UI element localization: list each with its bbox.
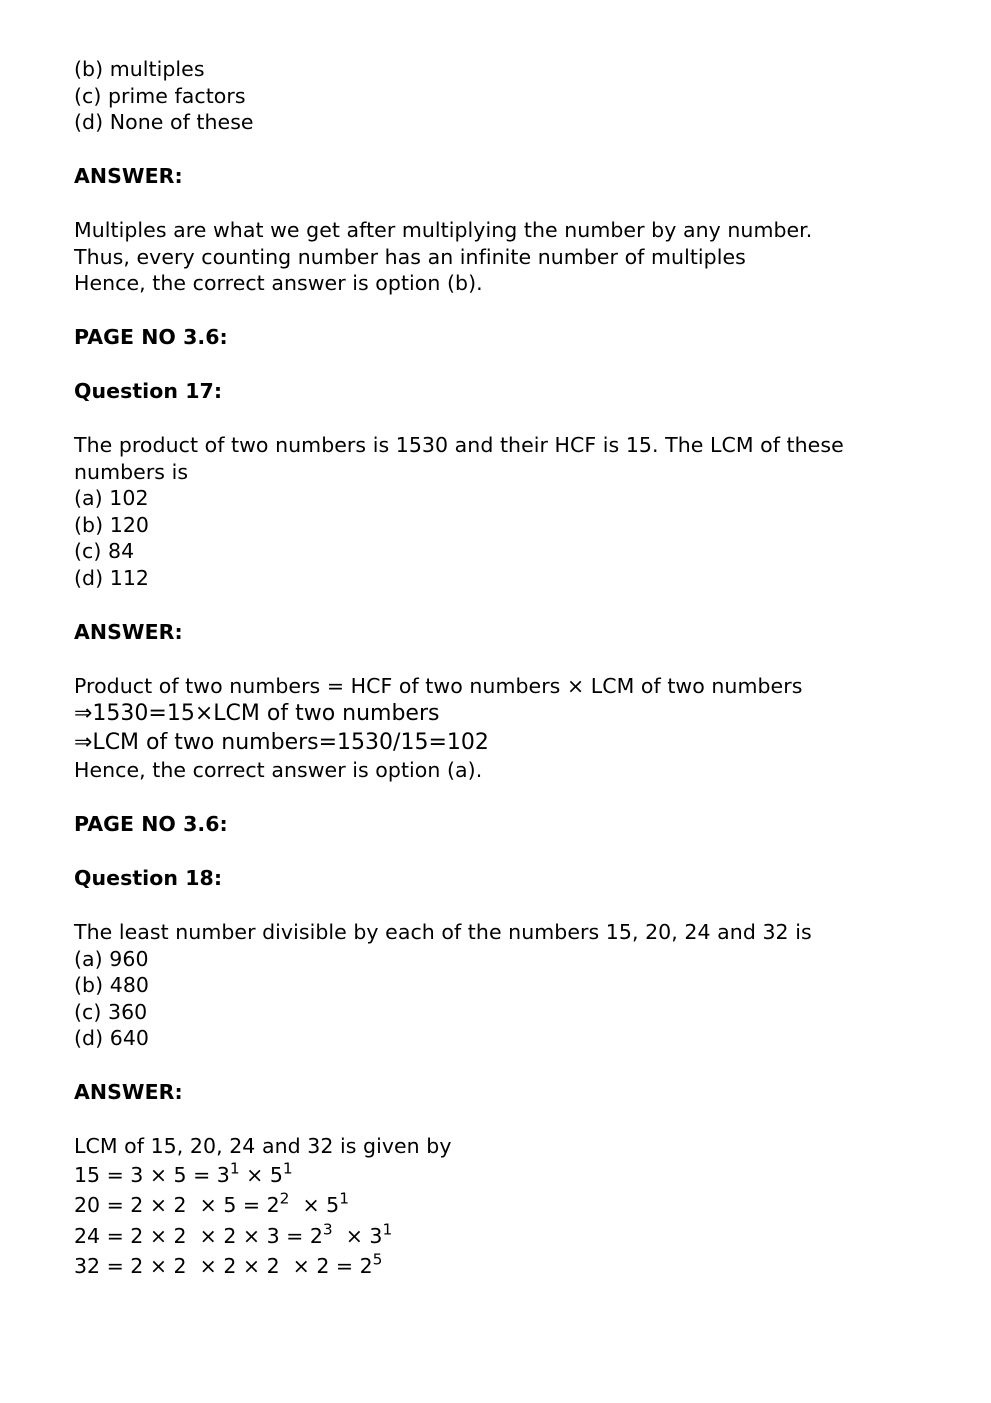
question-heading: Question 18: bbox=[74, 866, 223, 890]
math-step: ⇒LCM of two numbers=1530/15=102 bbox=[74, 730, 489, 755]
exponent: 1 bbox=[282, 1159, 293, 1178]
answer-line: Thus, every counting number has an infinite number of multiples bbox=[74, 244, 746, 269]
question-text bbox=[74, 432, 934, 485]
prev-question-options bbox=[74, 56, 934, 136]
factorization-row bbox=[74, 1221, 934, 1252]
math-step: ⇒1530=15×LCM of two numbers bbox=[74, 701, 440, 726]
answer-heading: ANSWER: bbox=[74, 1080, 183, 1104]
option-a: (a) 102 bbox=[74, 486, 149, 510]
answer-line: Product of two numbers = HCF of two numbers × LCM of two numbers bbox=[74, 673, 803, 698]
factorization-row bbox=[74, 1251, 934, 1282]
exponent: 3 bbox=[322, 1220, 333, 1239]
option-c: (c) prime factors bbox=[74, 83, 246, 108]
option-d: (d) None of these bbox=[74, 110, 254, 134]
option-d: (d) 112 bbox=[74, 565, 150, 590]
answer-conclusion: Hence, the correct answer is option (b). bbox=[74, 271, 483, 295]
answer-heading: ANSWER: bbox=[74, 164, 183, 188]
exponent: 2 bbox=[279, 1189, 290, 1208]
question-options bbox=[74, 946, 934, 1052]
exponent: 5 bbox=[372, 1250, 383, 1269]
factorization-list bbox=[74, 1160, 934, 1282]
option-c: (c) 360 bbox=[74, 999, 148, 1024]
answer-text bbox=[74, 673, 934, 784]
question-text: The least number divisible by each of the numbers 15, 20, 24 and 32 is bbox=[74, 920, 812, 944]
option-b: (b) multiples bbox=[74, 57, 205, 81]
exponent: 1 bbox=[229, 1159, 240, 1178]
answer-heading: ANSWER: bbox=[74, 619, 183, 644]
answer-conclusion: Hence, the correct answer is option (a). bbox=[74, 758, 483, 782]
option-b: (b) 480 bbox=[74, 973, 150, 997]
factor-mid: × 3 bbox=[332, 1223, 383, 1248]
option-a: (a) 960 bbox=[74, 946, 149, 971]
factorization-row bbox=[74, 1160, 934, 1191]
option-c: (c) 84 bbox=[74, 539, 135, 563]
page-number-heading: PAGE NO 3.6: bbox=[74, 812, 228, 836]
factor-mid: × 5 bbox=[289, 1193, 340, 1217]
factor-lhs: 24 = 2 × 2 × 2 × 3 = 2 bbox=[74, 1223, 323, 1248]
factorization-row bbox=[74, 1190, 934, 1221]
question-line: numbers is bbox=[74, 459, 189, 484]
answer-text bbox=[74, 217, 934, 297]
answer-intro: LCM of 15, 20, 24 and 32 is given by bbox=[74, 1134, 452, 1158]
factor-lhs: 20 = 2 × 2 × 5 = 2 bbox=[74, 1193, 280, 1217]
exponent: 1 bbox=[382, 1220, 393, 1239]
option-b: (b) 120 bbox=[74, 512, 150, 537]
exponent: 1 bbox=[339, 1189, 349, 1208]
question-options bbox=[74, 485, 934, 591]
option-d: (d) 640 bbox=[74, 1026, 150, 1050]
page-number-heading: PAGE NO 3.6: bbox=[74, 325, 228, 349]
question-line: The product of two numbers is 1530 and their HCF is 15. The LCM of these bbox=[74, 433, 844, 457]
question-heading: Question 17: bbox=[74, 379, 223, 403]
document-page bbox=[74, 56, 934, 1282]
factor-lhs: 15 = 3 × 5 = 3 bbox=[74, 1162, 230, 1187]
answer-line: Multiples are what we get after multiplying the number by any number. bbox=[74, 218, 813, 242]
factor-lhs: 32 = 2 × 2 × 2 × 2 × 2 = 2 bbox=[74, 1254, 373, 1278]
factor-mid: × 5 bbox=[239, 1162, 283, 1187]
